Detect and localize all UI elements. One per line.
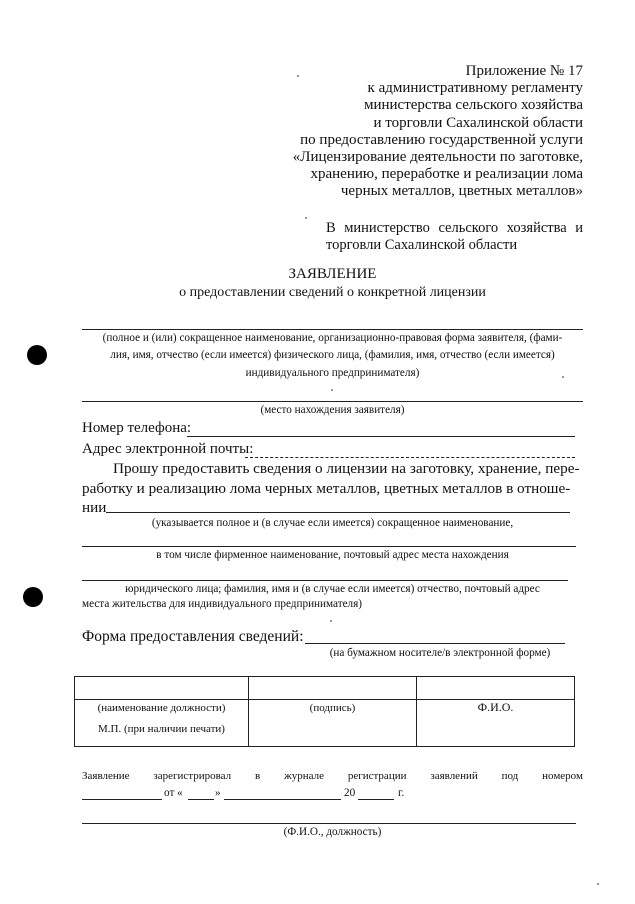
registration-line <box>82 770 583 782</box>
form-label: Форма предоставления сведений: <box>82 628 304 645</box>
registration-word: журнале <box>284 770 324 782</box>
fio-cell[interactable] <box>417 700 575 747</box>
phone-label: Номер телефона: <box>82 420 192 436</box>
entity-hint-line1: (указывается полное и (в случае если имеется) сокращенное наименование, <box>151 517 514 529</box>
email-field[interactable] <box>245 457 575 458</box>
form-field[interactable] <box>305 643 565 644</box>
punch-hole-top <box>27 345 47 365</box>
addressee: В министерство сельского хозяйства и торговли Сахалинской области <box>326 220 583 253</box>
registration-word: зарегистрировал <box>153 770 232 782</box>
registration-day-field[interactable] <box>188 799 214 800</box>
fio-hint: Ф.И.О. <box>477 700 514 714</box>
registration-word: заявлений <box>430 770 478 782</box>
entity-field-continued[interactable] <box>82 580 568 581</box>
registration-word: Заявление <box>82 770 130 782</box>
registration-from: от « <box>164 787 183 799</box>
form-hint: (на бумажном носителе/в электронной форме) <box>329 647 551 659</box>
entity-field-continued[interactable] <box>82 546 576 547</box>
registration-year-suffix: г. <box>398 787 405 799</box>
entity-hint-line2: в том числе фирменное наименование, почтовый адрес места нахождения <box>156 549 509 561</box>
registration-word: номером <box>542 770 583 782</box>
header-line: Приложение № 17 <box>465 63 583 79</box>
scan-speck <box>331 389 333 391</box>
header-line: «Лицензирование деятельности по заготовке, <box>292 149 583 166</box>
registration-year-prefix: 20 <box>344 787 356 799</box>
signature-cell[interactable] <box>249 700 417 747</box>
applicant-location-field[interactable] <box>82 401 583 402</box>
signature-cell-empty <box>417 677 575 700</box>
stamp-hint: М.П. (при наличии печати) <box>98 723 225 735</box>
scan-speck <box>597 883 599 885</box>
location-hint: (место нахождения заявителя) <box>260 404 405 416</box>
position-cell[interactable] <box>75 700 249 747</box>
document-title: ЗАЯВЛЕНИЕ <box>288 266 377 282</box>
entity-hint-line4: места жительства для индивидуального предпринимателя) <box>82 598 363 610</box>
applicant-name-field[interactable] <box>82 329 583 330</box>
email-label: Адрес электронной почты: <box>82 441 254 457</box>
registration-number-field[interactable] <box>82 799 162 800</box>
header-line: хранению, переработке и реализации лома <box>310 166 583 183</box>
header-line: по предоставлению государственной услуги <box>300 131 583 148</box>
scan-speck <box>330 620 332 622</box>
signature-cell-empty <box>75 677 249 700</box>
registrar-field[interactable] <box>82 823 576 824</box>
request-line2: работку и реализацию лома черных металлов, цветных металлов в отноше- <box>82 480 571 497</box>
registration-month-field[interactable] <box>224 799 341 800</box>
registration-year-field[interactable] <box>358 799 394 800</box>
position-hint: (наименование должности) <box>97 702 226 714</box>
request-line1: Прошу предоставить сведения о лицензии на заготовку, хранение, пере- <box>113 460 580 477</box>
header-line: министерства сельского хозяйства <box>363 97 583 114</box>
entity-hint-line3: юридического лица; фамилия, имя и (в случае если имеется) отчество, почтовый адрес <box>125 583 540 595</box>
registration-close-quote: » <box>215 787 221 799</box>
signature-cell-empty <box>249 677 417 700</box>
header-line: к административному регламенту <box>367 80 583 97</box>
registration-word: под <box>501 770 519 782</box>
punch-hole-bottom <box>23 587 43 607</box>
entity-field[interactable] <box>106 512 570 513</box>
applicant-hint-line1: (полное и (или) сокращенное наименование, организационно-правовая форма заявителя, (фами- <box>102 332 563 344</box>
header-line: и торговли Сахалинской области <box>373 114 583 131</box>
registration-word: регистрации <box>347 770 407 782</box>
document-subtitle: о предоставлении сведений о конкретной лицензии <box>179 285 486 300</box>
applicant-hint-line2: лия, имя, отчество (если имеется) физического лица, (фамилия, имя, отчество (если имеется) <box>110 349 555 361</box>
applicant-hint-line3: индивидуального предпринимателя) <box>245 367 420 379</box>
header-line: черных металлов, цветных металлов» <box>340 183 583 200</box>
header-block <box>293 63 583 201</box>
scan-speck <box>305 217 307 219</box>
phone-field[interactable] <box>187 436 575 437</box>
registration-word: в <box>255 770 261 782</box>
request-line3: нии <box>82 499 107 516</box>
signature-table <box>74 676 575 747</box>
footer-hint: (Ф.И.О., должность) <box>283 826 382 838</box>
signature-hint: (подпись) <box>309 702 356 714</box>
